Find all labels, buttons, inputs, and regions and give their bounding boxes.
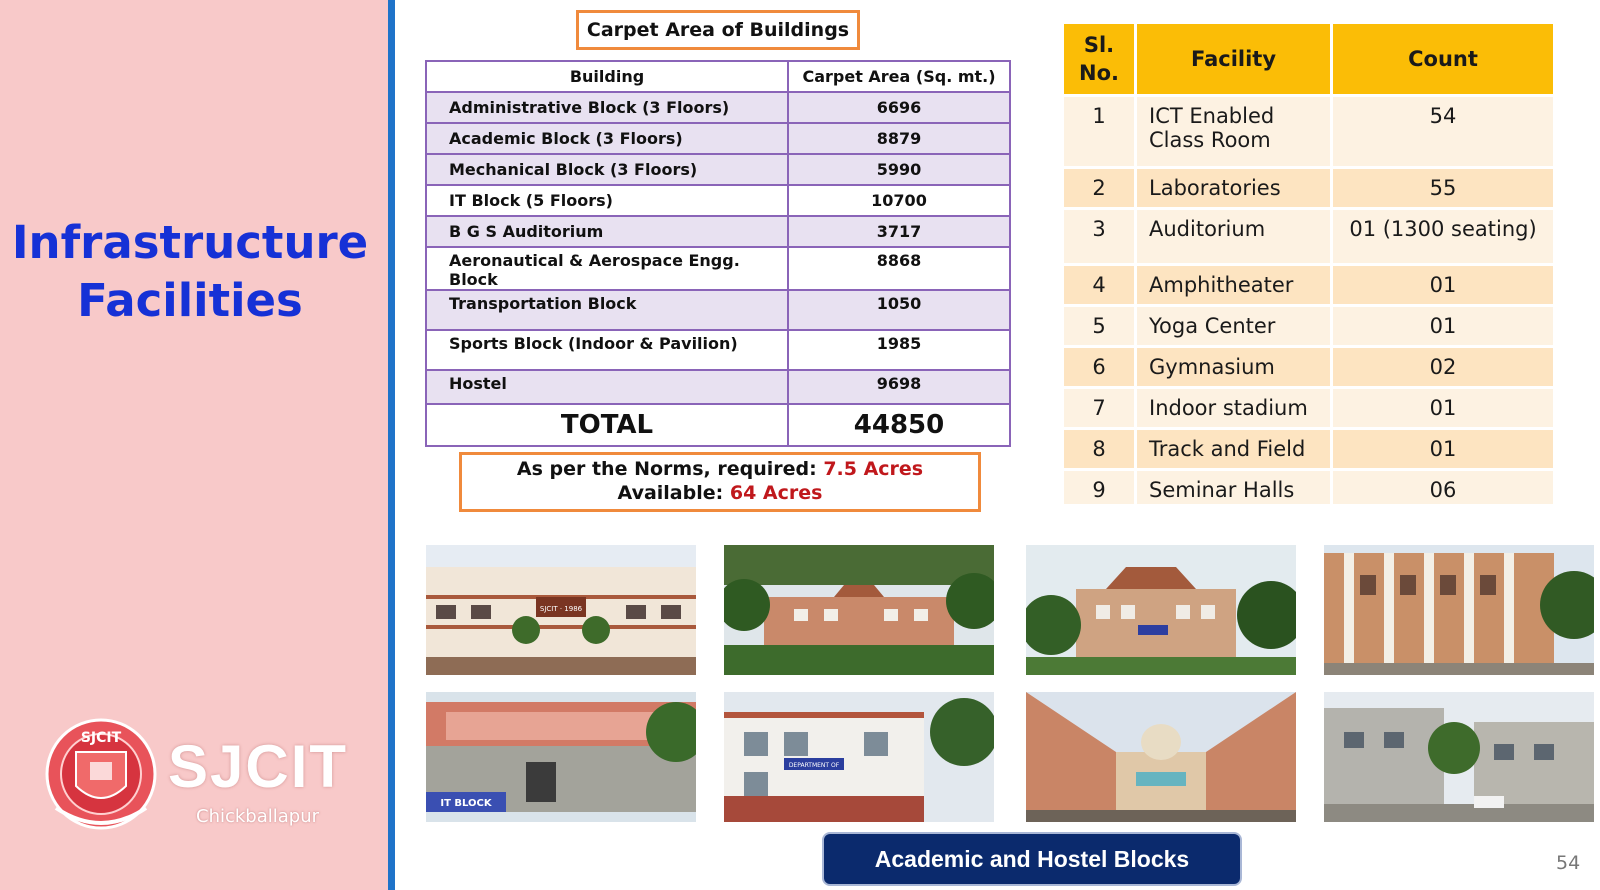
building-photo bbox=[1324, 545, 1594, 675]
carpet-area-table bbox=[425, 60, 1011, 447]
photos-caption: Academic and Hostel Blocks bbox=[822, 832, 1242, 886]
building-name: Academic Block (3 Floors) bbox=[426, 123, 788, 154]
facility-count: 54 bbox=[1332, 96, 1554, 168]
left-divider bbox=[388, 0, 395, 890]
building-name: IT Block (5 Floors) bbox=[426, 185, 788, 216]
building-area: 8868 bbox=[788, 247, 1010, 290]
norms-box bbox=[459, 452, 981, 512]
carpet-table-title: Carpet Area of Buildings bbox=[576, 10, 860, 50]
table-row bbox=[426, 92, 1010, 123]
col-building: Building bbox=[426, 61, 788, 92]
table-row bbox=[426, 154, 1010, 185]
building-photo bbox=[1026, 692, 1296, 822]
facility-sl: 8 bbox=[1064, 429, 1136, 470]
facility-sl: 6 bbox=[1064, 347, 1136, 388]
logo-subtitle: Chickballapur bbox=[196, 806, 320, 827]
col-carpet-area: Carpet Area (Sq. mt.) bbox=[788, 61, 1010, 92]
table-row bbox=[1064, 265, 1553, 306]
facility-name: Seminar Halls bbox=[1136, 470, 1332, 504]
carpet-header-row bbox=[426, 61, 1010, 92]
table-row bbox=[426, 247, 1010, 290]
facility-count: 01 (1300 seating) bbox=[1332, 209, 1554, 265]
available-value: 64 Acres bbox=[729, 482, 823, 504]
facilities-header-row bbox=[1064, 24, 1553, 96]
building-area: 1985 bbox=[788, 330, 1010, 370]
table-row bbox=[1064, 209, 1553, 265]
page-number: 54 bbox=[1556, 852, 1581, 874]
building-name: B G S Auditorium bbox=[426, 216, 788, 247]
facility-name: Gymnasium bbox=[1136, 347, 1332, 388]
table-row bbox=[1064, 388, 1553, 429]
required-label: As per the Norms, required: bbox=[516, 458, 824, 480]
norms-required bbox=[462, 457, 978, 481]
facility-sl: 4 bbox=[1064, 265, 1136, 306]
table-row bbox=[1064, 96, 1553, 168]
building-sign: IT BLOCK bbox=[440, 798, 492, 809]
table-row bbox=[426, 216, 1010, 247]
facility-name: Indoor stadium bbox=[1136, 388, 1332, 429]
facility-sl: 9 bbox=[1064, 470, 1136, 504]
facility-sl: 5 bbox=[1064, 306, 1136, 347]
facility-name: Yoga Center bbox=[1136, 306, 1332, 347]
building-name: Administrative Block (3 Floors) bbox=[426, 92, 788, 123]
total-value: 44850 bbox=[788, 404, 1010, 446]
facility-sl: 2 bbox=[1064, 168, 1136, 209]
col-sl-line2: No. bbox=[1079, 61, 1119, 85]
building-area: 10700 bbox=[788, 185, 1010, 216]
table-row bbox=[1064, 347, 1553, 388]
slide-title-line2: Facilities bbox=[77, 274, 303, 327]
table-row bbox=[1064, 470, 1553, 504]
building-photo bbox=[1026, 545, 1296, 675]
building-area: 1050 bbox=[788, 290, 1010, 330]
facility-count: 02 bbox=[1332, 347, 1554, 388]
table-row bbox=[426, 185, 1010, 216]
total-row bbox=[426, 404, 1010, 446]
building-photo bbox=[1324, 692, 1594, 822]
building-area: 5990 bbox=[788, 154, 1010, 185]
available-label: Available: bbox=[617, 482, 730, 504]
building-photo bbox=[426, 545, 696, 675]
logo-text: SJCIT bbox=[168, 733, 349, 800]
norms-available bbox=[462, 481, 978, 505]
building-photo bbox=[724, 545, 994, 675]
facility-name bbox=[1136, 96, 1332, 168]
facility-count: 01 bbox=[1332, 306, 1554, 347]
table-row bbox=[1064, 168, 1553, 209]
building-name: Sports Block (Indoor & Pavilion) bbox=[426, 330, 788, 370]
facility-name: Track and Field bbox=[1136, 429, 1332, 470]
building-name: Mechanical Block (3 Floors) bbox=[426, 154, 788, 185]
table-row bbox=[426, 330, 1010, 370]
building-photo bbox=[426, 692, 696, 822]
required-value: 7.5 Acres bbox=[823, 458, 924, 480]
crest-icon bbox=[36, 712, 166, 842]
slide-title-line1: Infrastructure bbox=[11, 216, 369, 269]
building-area: 3717 bbox=[788, 216, 1010, 247]
facility-count: 01 bbox=[1332, 265, 1554, 306]
svg-text:SJCIT: SJCIT bbox=[80, 730, 122, 746]
table-row bbox=[1064, 429, 1553, 470]
building-area: 9698 bbox=[788, 370, 1010, 404]
facility-count: 55 bbox=[1332, 168, 1554, 209]
facility-count: 06 bbox=[1332, 470, 1554, 504]
building-name: Hostel bbox=[426, 370, 788, 404]
col-sl-no bbox=[1064, 24, 1136, 96]
col-count: Count bbox=[1332, 24, 1554, 96]
building-name: Transportation Block bbox=[426, 290, 788, 330]
facilities-table bbox=[1064, 24, 1553, 504]
building-sign: SJCIT · 1986 bbox=[539, 605, 583, 613]
table-row bbox=[426, 123, 1010, 154]
building-sign: DEPARTMENT OF bbox=[788, 762, 840, 769]
building-name: Aeronautical & Aerospace Engg. Block bbox=[426, 247, 788, 290]
total-label: TOTAL bbox=[426, 404, 788, 446]
col-facility: Facility bbox=[1136, 24, 1332, 96]
facility-sl: 7 bbox=[1064, 388, 1136, 429]
college-logo bbox=[36, 712, 376, 842]
table-row bbox=[426, 370, 1010, 404]
facility-name-line1: ICT Enabled bbox=[1149, 104, 1275, 128]
building-area: 6696 bbox=[788, 92, 1010, 123]
facility-sl: 3 bbox=[1064, 209, 1136, 265]
col-sl-line1: Sl. bbox=[1083, 33, 1115, 57]
table-row bbox=[1064, 306, 1553, 347]
building-photo bbox=[724, 692, 994, 822]
table-row bbox=[426, 290, 1010, 330]
facility-sl: 1 bbox=[1064, 96, 1136, 168]
facility-name: Auditorium bbox=[1136, 209, 1332, 265]
facility-name-line2: Class Room bbox=[1149, 128, 1271, 152]
facility-count: 01 bbox=[1332, 429, 1554, 470]
facility-name: Amphitheater bbox=[1136, 265, 1332, 306]
facility-count: 01 bbox=[1332, 388, 1554, 429]
slide-title bbox=[0, 214, 380, 330]
facility-name: Laboratories bbox=[1136, 168, 1332, 209]
building-area: 8879 bbox=[788, 123, 1010, 154]
